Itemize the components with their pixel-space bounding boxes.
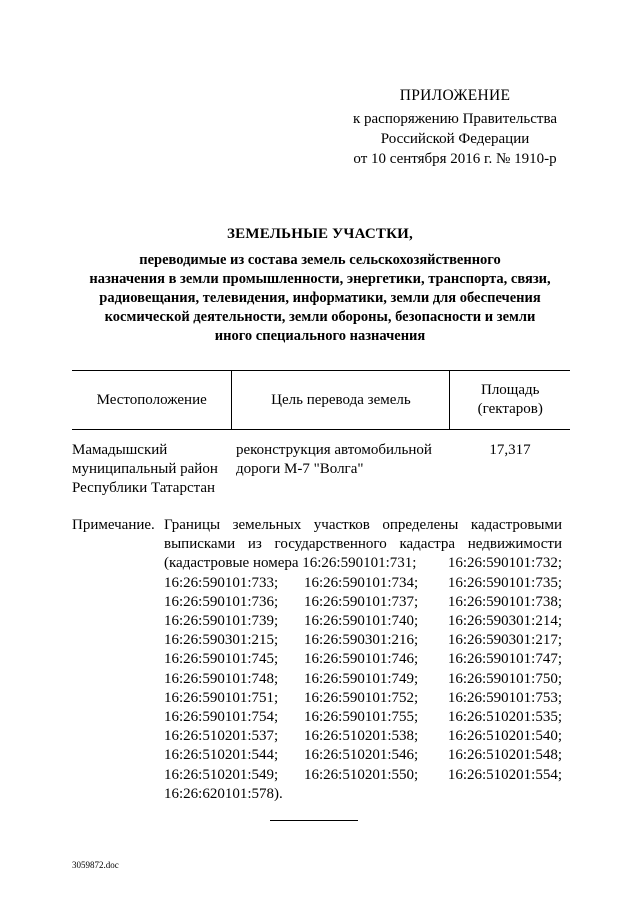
- cadastral-code: 16:26:590101:738;: [447, 593, 562, 610]
- cadastral-code: 16:26:510201:546;: [304, 747, 419, 764]
- cadastral-code: 16:26:590301:214;: [447, 613, 562, 630]
- appendix-date: от 10 сентября 2016 г. № 1910-р: [353, 151, 557, 167]
- cadastral-code: 16:26:590101:754;: [164, 709, 279, 726]
- cadastral-code: 16:26:510201:550;: [304, 766, 419, 783]
- doc-number: 3059872.doc: [72, 860, 119, 870]
- cell-area: 17,317: [489, 442, 531, 458]
- cadastral-code: 16:26:590101:736;: [164, 593, 279, 610]
- cadastral-code: 16:26:510201:544;: [164, 747, 279, 764]
- cell-purpose: реконструкция автомобильной дороги М-7 "Волга": [236, 442, 432, 477]
- title-line: переводимые из состава земель сельскохозяйственного: [139, 252, 501, 268]
- appendix-block: [320, 86, 590, 169]
- note-label: Примечание.: [72, 517, 155, 533]
- appendix-line: Российской Федерации: [380, 131, 530, 147]
- note-line: выписками из государственного кадастра недвижимости: [164, 536, 562, 553]
- cadastral-code: 16:26:590101:752;: [304, 689, 419, 706]
- cadastral-code: 16:26:590101:735;: [447, 574, 562, 591]
- cadastral-code: 16:26:590101:745;: [164, 651, 279, 668]
- title-line: космической деятельности, земли обороны, безопасности и земли: [104, 309, 536, 325]
- table-header: [72, 370, 570, 430]
- cadastral-code: 16:26:590101:733;: [164, 574, 279, 591]
- cadastral-code: 16:26:510201:540;: [447, 728, 562, 745]
- cadastral-code: 16:26:510201:538;: [304, 728, 419, 745]
- note-line: [164, 554, 562, 573]
- table-row: [72, 441, 570, 498]
- cadastral-code: 16:26:590101:747;: [447, 651, 562, 668]
- cadastral-code: 16:26:590101:751;: [164, 689, 279, 706]
- cadastral-code: 16:26:590101:748;: [164, 670, 279, 687]
- land-table: [72, 370, 570, 498]
- cadastral-code: 16:26:590301:215;: [164, 632, 279, 649]
- header-location: Местоположение: [72, 371, 232, 429]
- note-body: [164, 516, 562, 804]
- title-line: назначения в земли промышленности, энергетики, транспорта, связи,: [89, 271, 551, 287]
- cadastral-code: 16:26:510201:549;: [164, 766, 279, 783]
- cadastral-code: 16:26:590101:734;: [304, 574, 419, 591]
- cadastral-code: 16:26:510201:535;: [447, 709, 562, 726]
- cadastral-code: 16:26:590101:739;: [164, 613, 279, 630]
- appendix-line: к распоряжению Правительства: [352, 111, 557, 127]
- cadastral-code: 16:26:590301:216;: [304, 632, 419, 649]
- cadastral-code: 16:26:510201:554;: [447, 766, 562, 783]
- title-main: ЗЕМЕЛЬНЫЕ УЧАСТКИ,: [227, 226, 413, 242]
- cadastral-code: 16:26:590101:732;: [447, 555, 562, 572]
- cadastral-code: 16:26:510201:537;: [164, 728, 279, 745]
- cadastral-code: 16:26:590101:746;: [304, 651, 419, 668]
- document-title: [60, 225, 580, 346]
- separator-rule: [270, 820, 358, 821]
- cadastral-code: 16:26:590301:217;: [447, 632, 562, 649]
- note-line: Границы земельных участков определены кадастровыми: [164, 517, 562, 533]
- header-area: Площадь (гектаров): [477, 382, 543, 417]
- header-purpose: Цель перевода земель: [232, 371, 450, 429]
- title-line: радиовещания, телевидения, информатики, земли для обеспечения: [99, 290, 541, 306]
- appendix-heading: ПРИЛОЖЕНИЕ: [399, 87, 511, 104]
- cadastral-code: 16:26:590101:737;: [304, 593, 419, 610]
- note-line-start: (кадастровые номера 16:26:590101:731;: [164, 555, 417, 572]
- cadastral-code: 16:26:590101:740;: [304, 613, 419, 630]
- title-line: иного специального назначения: [214, 328, 426, 344]
- cell-location: Мамадышский муниципальный район Республики Татарстан: [72, 442, 218, 496]
- cadastral-code: 16:26:590101:750;: [447, 670, 562, 687]
- cadastral-code: 16:26:590101:755;: [304, 709, 419, 726]
- cadastral-code-grid: [164, 574, 562, 785]
- cadastral-code-last: 16:26:620101:578).: [164, 785, 283, 802]
- cadastral-code: 16:26:510201:548;: [447, 747, 562, 764]
- cadastral-code: 16:26:590101:749;: [304, 670, 419, 687]
- cadastral-code: 16:26:590101:753;: [447, 689, 562, 706]
